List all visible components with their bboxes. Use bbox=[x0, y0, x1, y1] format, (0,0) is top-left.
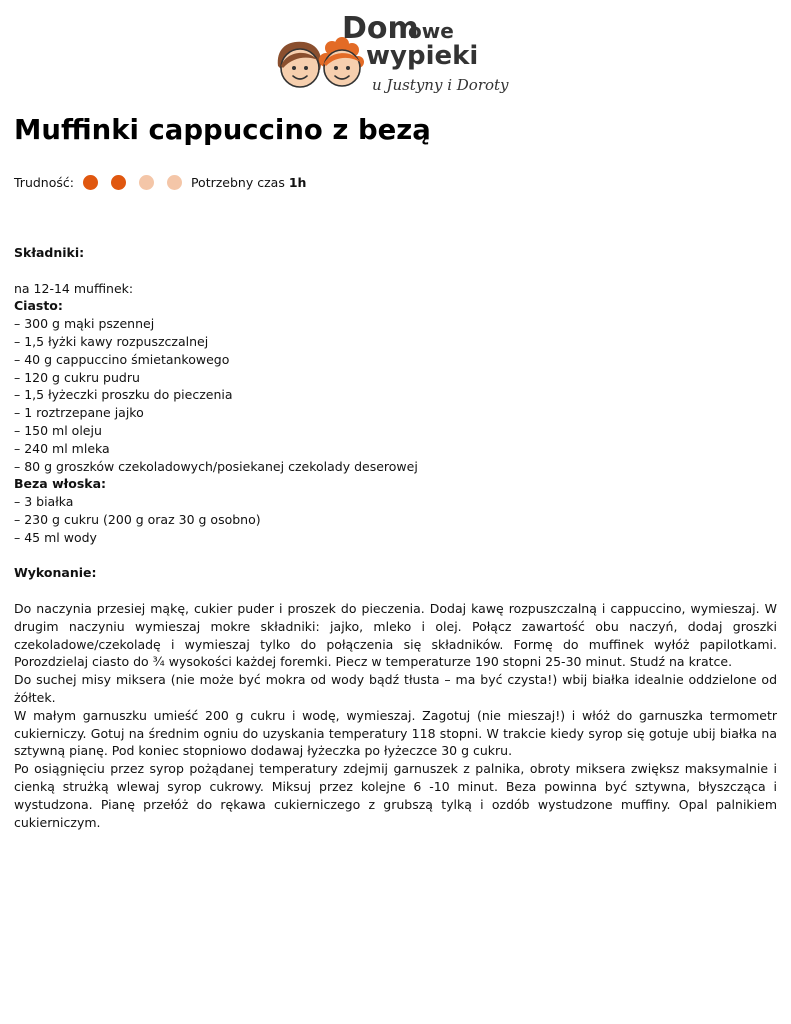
ingredient-item: – 45 ml wody bbox=[14, 529, 97, 545]
ingredient-item: – 80 g groszków czekoladowych/posiekanej czekolady deserowej bbox=[14, 458, 418, 474]
ingredients-yield: na 12-14 muffinek: bbox=[14, 280, 134, 296]
method-heading: Wykonanie: bbox=[14, 565, 97, 581]
site-logo[interactable] bbox=[272, 8, 522, 100]
method-paragraph: Do suchej misy miksera (nie może być mokra od wody bądź tłusta – ma być czysta!) wbij białka idealnie oddzielone od żółtek. bbox=[14, 672, 777, 705]
ingredients-heading: Składniki: bbox=[14, 245, 85, 260]
ingredient-item: – 230 g cukru (200 g oraz 30 g osobno) bbox=[14, 511, 261, 527]
ingredient-group-name: Ciasto: bbox=[14, 298, 63, 314]
ingredient-item: – 240 ml mleka bbox=[14, 440, 110, 456]
difficulty-dot-icon bbox=[167, 175, 182, 190]
time-label: Potrzebny czas bbox=[190, 174, 285, 190]
ingredient-item: – 1,5 łyżki kawy rozpuszczalnej bbox=[14, 333, 209, 349]
ingredient-item: – 300 g mąki pszennej bbox=[14, 316, 155, 332]
ingredient-item: – 40 g cappuccino śmietankowego bbox=[14, 351, 230, 367]
recipe-title: Muffinki cappuccino z bezą bbox=[14, 114, 431, 146]
method-paragraph: Do naczynia przesiej mąkę, cukier puder i proszek do pieczenia. Dodaj kawę rozpuszczalną i cappuccino, wymieszaj. W drugim naczyniu wymieszaj mokre składniki: jajko, mleko i olej. Połącz zawartość obu naczyń, dodaj groszki czekoladowe/czekoladę i wymieszaj tylko do połączenia się składników. Formę do muffinek wyłóż papilotkami. Porozdzielaj ciasto do ¾ wysokości każdej foremki. Piecz w temperaturze 190 stopni 25-30 minut. Studź na kratce. bbox=[14, 600, 777, 670]
logo-line2: wypieki bbox=[366, 41, 479, 71]
difficulty-rating bbox=[83, 175, 182, 190]
recipe-content bbox=[14, 244, 777, 831]
difficulty-dot-icon bbox=[139, 175, 154, 190]
ingredient-group-name: Beza włoska: bbox=[14, 476, 107, 492]
logo-tagline: u Justyny i Doroty bbox=[372, 76, 509, 94]
ingredient-item: – 3 białka bbox=[14, 494, 74, 510]
method-paragraph: W małym garnuszku umieść 200 g cukru i wodę, wymieszaj. Zagotuj (nie mieszaj!) i włóż do garnuszka termometr cukierniczy. Gotuj na średnim ogniu do uzyskania temperatury 118 stopni. W trakcie kiedy syrop się gotuje ubij białka na sztywną pianę. Pod koniec stopniowo dodawaj łyżeczka po łyżeczce 30 g cukru. bbox=[14, 707, 777, 759]
difficulty-dot-icon bbox=[83, 175, 98, 190]
method-steps bbox=[14, 600, 777, 831]
ingredient-item: – 1,5 łyżeczki proszku do pieczenia bbox=[14, 387, 233, 403]
recipe-meta bbox=[14, 172, 306, 192]
ingredient-groups bbox=[14, 297, 777, 546]
time-value: 1h bbox=[288, 174, 307, 190]
difficulty-label: Trudność: bbox=[14, 174, 74, 190]
logo-line1b: owe bbox=[408, 19, 454, 43]
ingredient-item: – 120 g cukru pudru bbox=[14, 369, 140, 385]
ingredient-item: – 150 ml oleju bbox=[14, 422, 102, 438]
difficulty-dot-icon bbox=[111, 175, 126, 190]
left-face-icon bbox=[278, 42, 321, 87]
logo-line1: Dom bbox=[342, 11, 419, 46]
logo-graphic bbox=[272, 8, 522, 100]
ingredient-item: – 1 roztrzepane jajko bbox=[14, 405, 144, 421]
method-paragraph: Po osiągnięciu przez syrop pożądanej temperatury zdejmij garnuszek z palnika, obroty miksera zwiększ maksymalnie i cienką strużką wlewaj syrop cukrowy. Miksuj przez kolejne 6 -10 minut. Beza powinna być sztywna, błyszcząca i wystudzona. Pianę przełóż do rękawa cukierniczego z grubszą tylką i ozdób wystudzone muffiny. Opal palnikiem cukierniczym. bbox=[14, 761, 777, 830]
